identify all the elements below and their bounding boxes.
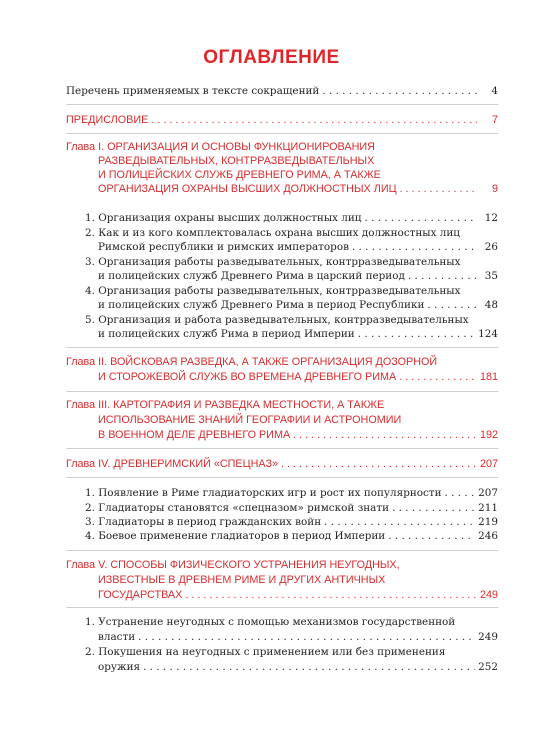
divider [66, 448, 498, 449]
chapter-4-heading[interactable] [66, 457, 498, 471]
entry-text: и полицейских служб Рима в период Империи [98, 328, 355, 340]
page-number: 48 [484, 299, 498, 311]
entry-text: ГОСУДАРСТВАХ [98, 589, 183, 601]
leader-dots [281, 457, 477, 471]
toc-item[interactable] [98, 269, 498, 283]
toc-item[interactable] [98, 660, 498, 674]
page-number: 4 [491, 85, 498, 97]
toc-item-line[interactable]: 3. Организация работы разведывательных, контрразведывательных [85, 256, 461, 268]
chapter-3-heading-last[interactable] [98, 428, 498, 442]
leader-dots [400, 182, 477, 196]
page-number: 207 [478, 487, 498, 499]
entry-text: ПРЕДИСЛОВИЕ [66, 114, 149, 126]
page-number: 211 [478, 502, 498, 514]
divider [66, 104, 498, 105]
leader-dots [358, 327, 475, 341]
leader-dots [293, 428, 477, 442]
leader-dots [324, 515, 475, 529]
page-number: 12 [484, 212, 498, 224]
toc-entry-abbreviations[interactable] [66, 84, 498, 98]
entry-text: Перечень применяемых в тексте сокращений [66, 85, 320, 97]
chapter-3-heading-line[interactable]: Глава III. КАРТОГРАФИЯ И РАЗВЕДКА МЕСТНОСТИ, А ТАКЖЕ [66, 399, 385, 411]
toc-item[interactable] [98, 240, 498, 254]
toc-item[interactable] [98, 327, 498, 341]
entry-text: оружия [98, 661, 141, 673]
divider [66, 550, 498, 551]
entry-text: власти [98, 631, 136, 643]
page-number: 181 [479, 371, 498, 383]
chapter-1-heading-line[interactable]: РАЗВЕДЫВАТЕЛЬНЫХ, КОНТРРАЗВЕДЫВАТЕЛЬНЫХ [98, 155, 375, 167]
toc-item-line[interactable]: 2. Покушения на неугодных с применением или без применения [85, 646, 446, 658]
toc-item[interactable] [98, 298, 498, 312]
leader-dots [364, 211, 477, 225]
page-number: 192 [479, 429, 498, 441]
divider [66, 391, 498, 392]
toc-item-line[interactable]: 4. Организация работы разведывательных, контрразведывательных [85, 285, 461, 297]
leader-dots [143, 660, 475, 674]
page-number: 219 [478, 516, 498, 528]
toc-item[interactable] [85, 486, 498, 500]
leader-dots [151, 113, 477, 127]
divider [66, 133, 498, 134]
toc-item-line[interactable]: 2. Как и из кого комплектовалась охрана высших должностных лиц [85, 227, 460, 239]
entry-text: и полицейских служб Древнего Рима в царский период [98, 270, 405, 282]
leader-dots [408, 269, 477, 283]
page-number: 246 [478, 530, 498, 542]
leader-dots [427, 298, 477, 312]
leader-dots [399, 370, 477, 384]
divider [66, 607, 498, 608]
toc-item[interactable] [98, 630, 498, 644]
entry-text: 4. Боевое применение гладиаторов в период Империи [85, 530, 386, 542]
divider [66, 347, 498, 348]
chapter-1-heading-line[interactable]: Глава I. ОРГАНИЗАЦИЯ И ОСНОВЫ ФУНКЦИОНИРОВАНИЯ [66, 141, 375, 153]
chapter-5-heading-line[interactable]: ИЗВЕСТНЫЕ В ДРЕВНЕМ РИМЕ И ДРУГИХ АНТИЧНЫХ [98, 574, 386, 586]
chapter-5-heading-line[interactable]: Глава V. СПОСОБЫ ФИЗИЧЕСКОГО УСТРАНЕНИЯ НЕУГОДНЫХ, [66, 559, 400, 571]
chapter-1-heading-line[interactable]: И ПОЛИЦЕЙСКИХ СЛУЖБ ДРЕВНЕГО РИМА, А ТАКЖЕ [98, 169, 381, 181]
toc-entry-preface[interactable] [66, 113, 498, 127]
entry-text: 2. Гладиаторы становятся «спецназом» римской знати [85, 502, 390, 514]
toc-item-line[interactable]: 5. Организация и работа разведывательных, контрразведывательных [85, 314, 469, 326]
entry-text: Глава IV. ДРЕВНЕРИМСКИЙ «СПЕЦНАЗ» [66, 458, 279, 470]
page-number: 9 [491, 183, 498, 195]
chapter-1-heading-last[interactable] [98, 182, 498, 196]
chapter-5-heading-last[interactable] [98, 588, 498, 602]
page-number: 252 [478, 661, 498, 673]
toc-item[interactable] [85, 211, 498, 225]
leader-dots [445, 486, 476, 500]
entry-text: и полицейских служб Древнего Рима в период Республики [98, 299, 425, 311]
page-number: 249 [479, 589, 498, 601]
leader-dots [322, 84, 477, 98]
page-number: 35 [484, 270, 498, 282]
page-number: 124 [478, 328, 498, 340]
toc-item-line[interactable]: 1. Устранение неугодных с помощью механизмов государственной [85, 616, 456, 628]
toc-title: ОГЛАВЛЕНИЕ [203, 47, 340, 68]
leader-dots [352, 240, 477, 254]
entry-text: 3. Гладиаторы в период гражданских войн [85, 516, 322, 528]
leader-dots [392, 501, 475, 515]
toc-item[interactable] [85, 529, 498, 543]
entry-text: И СТОРОЖЕВОЙ СЛУЖБ ВО ВРЕМЕНА ДРЕВНЕГО РИМА [98, 371, 397, 383]
page-number: 7 [491, 114, 498, 126]
entry-text: ОРГАНИЗАЦИЯ ОХРАНЫ ВЫСШИХ ДОЛЖНОСТНЫХ ЛИЦ [98, 183, 397, 195]
entry-text: 1. Организация охраны высших должностных лиц [85, 212, 362, 224]
entry-text: 1. Появление в Риме гладиаторских игр и рост их популярности [85, 487, 442, 499]
page-number: 26 [484, 241, 498, 253]
toc-item[interactable] [85, 515, 498, 529]
leader-dots [138, 630, 475, 644]
chapter-2-heading-line[interactable]: Глава II. ВОЙСКОВАЯ РАЗВЕДКА, А ТАКЖЕ ОРГАНИЗАЦИЯ ДОЗОРНОЙ [66, 356, 438, 368]
page-number: 249 [478, 631, 498, 643]
divider [66, 477, 498, 478]
entry-text: Римской республики и римских императоров [98, 241, 349, 253]
page-number: 207 [479, 458, 498, 470]
leader-dots [388, 529, 475, 543]
toc-item[interactable] [85, 501, 498, 515]
chapter-3-heading-line[interactable]: ИСПОЛЬЗОВАНИЕ ЗНАНИЙ ГЕОГРАФИИ И АСТРОНОМИИ [98, 414, 402, 426]
leader-dots [185, 588, 477, 602]
entry-text: В ВОЕННОМ ДЕЛЕ ДРЕВНЕГО РИМА [98, 429, 291, 441]
chapter-2-heading-last[interactable] [98, 370, 498, 384]
